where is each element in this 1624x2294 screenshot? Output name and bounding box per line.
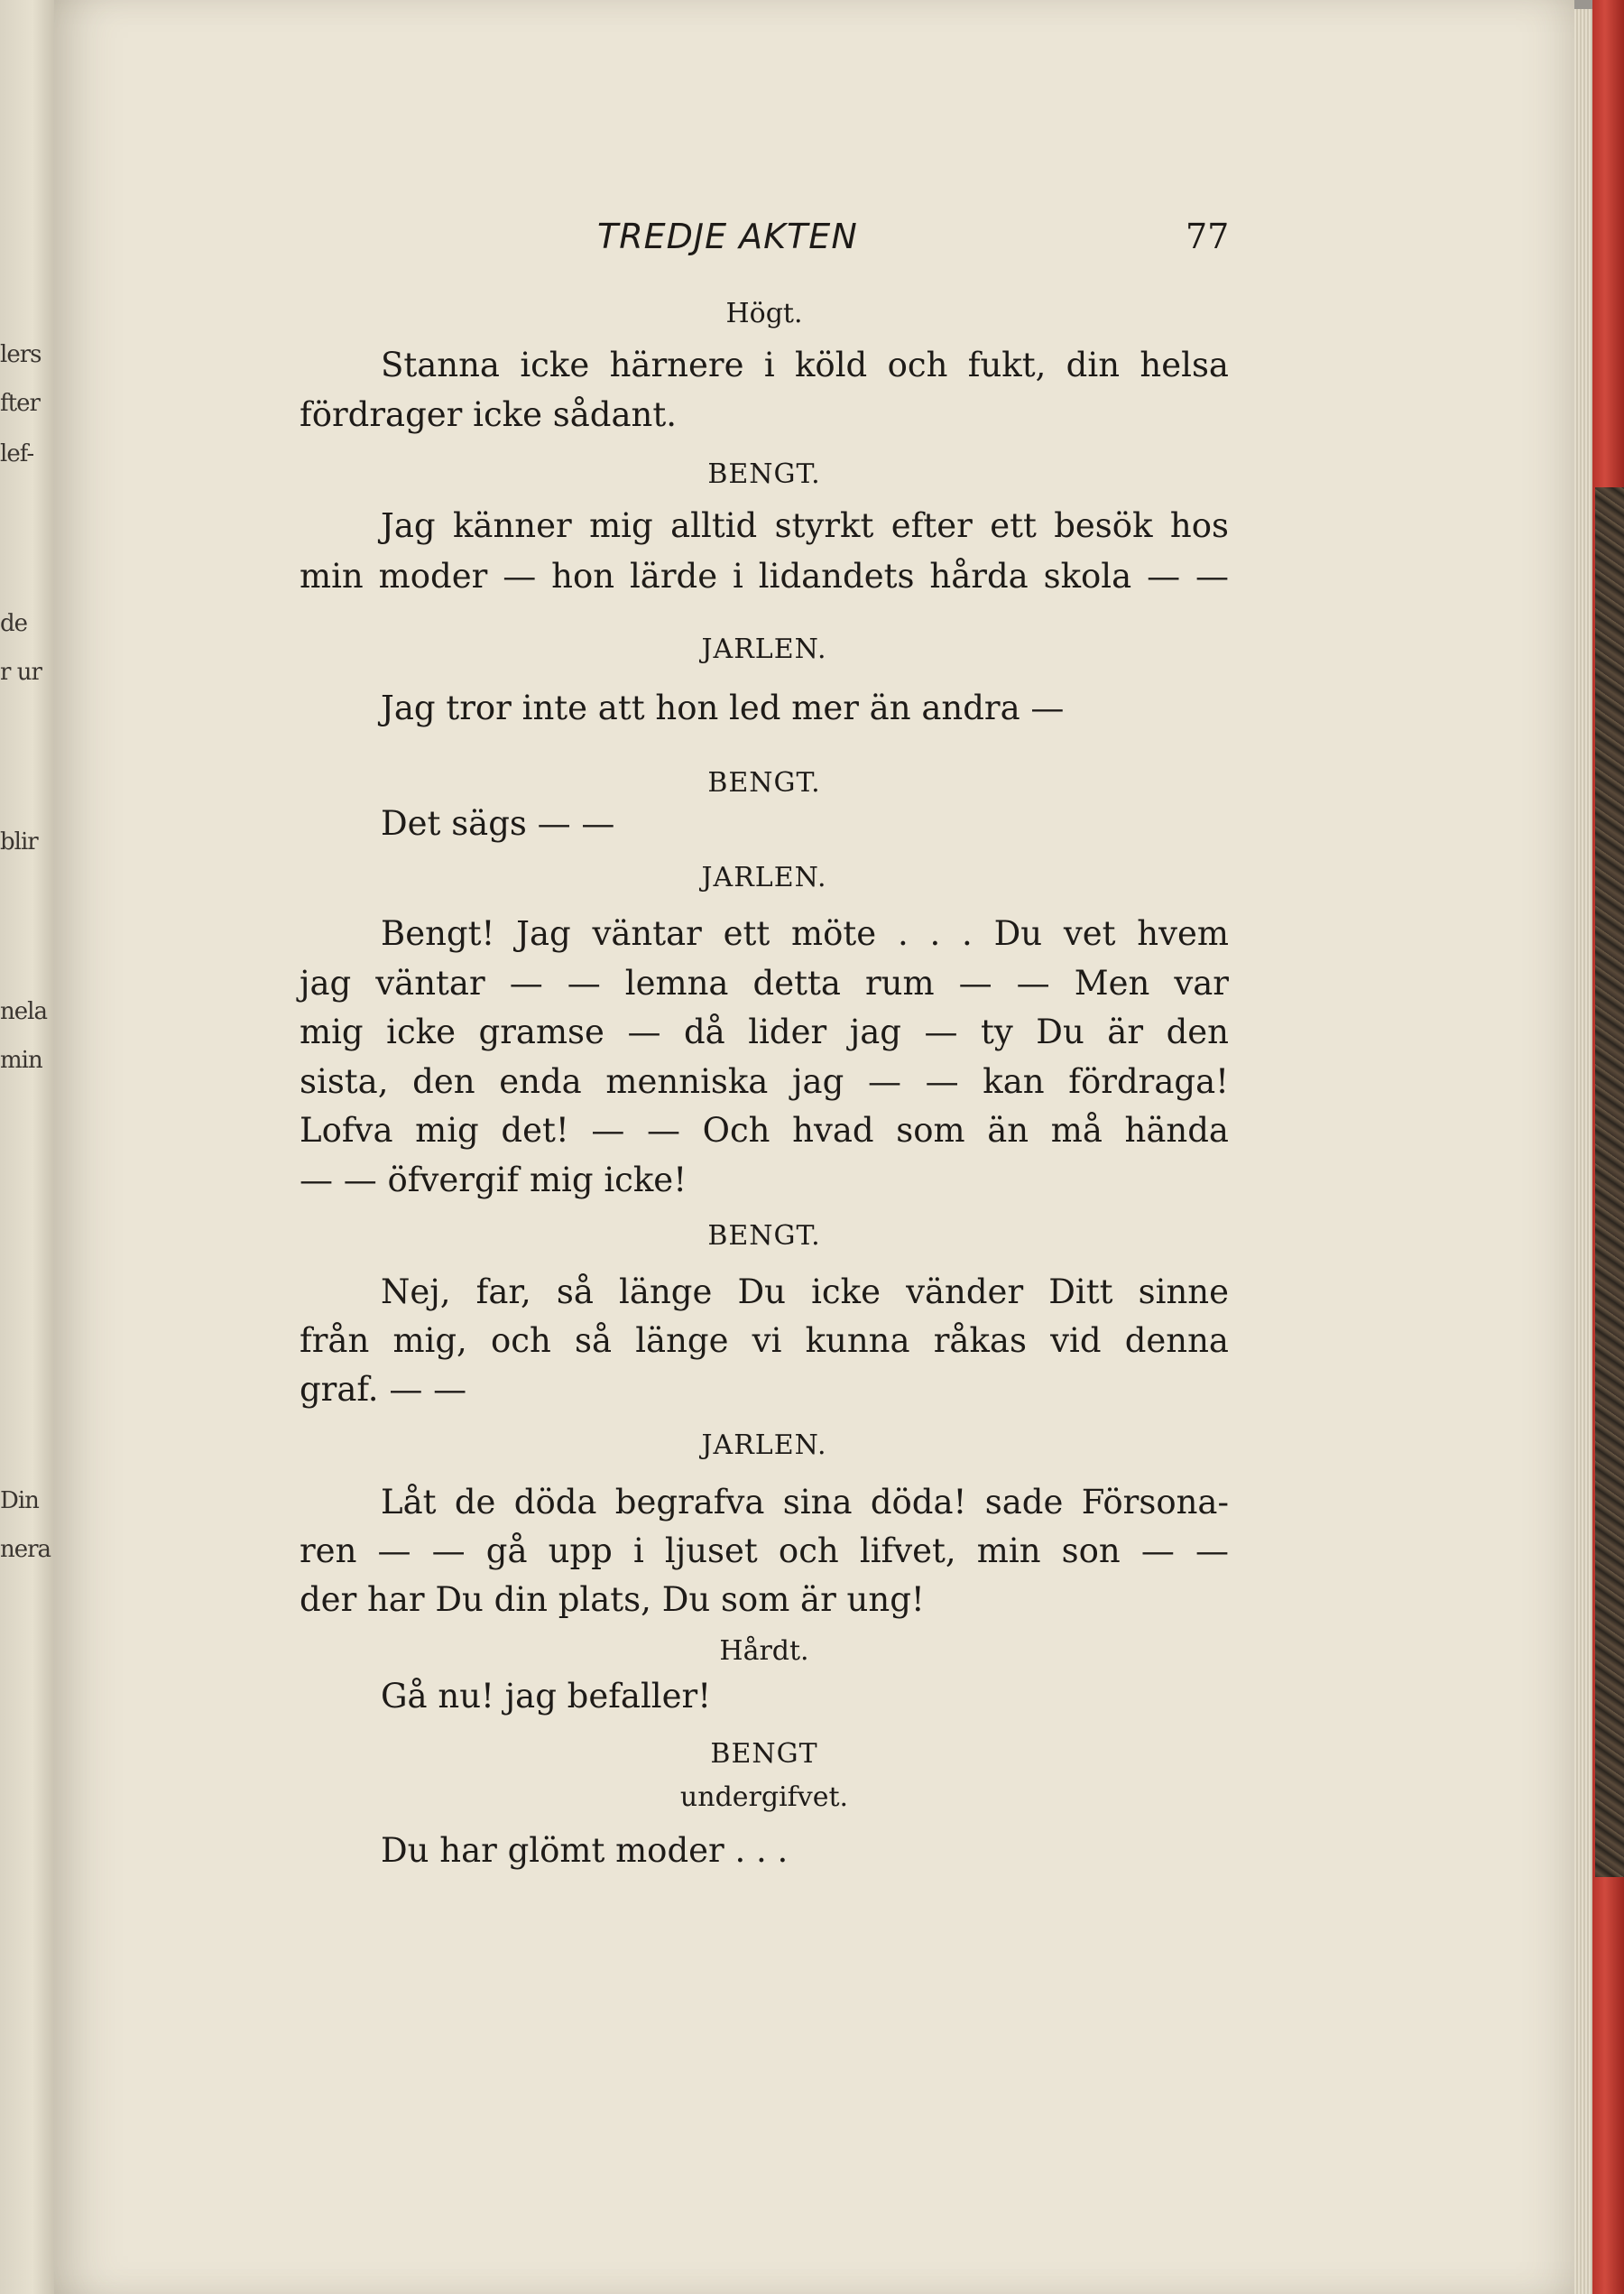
text-line: Jag tror inte att hon led mer än andra —	[381, 689, 1065, 727]
text-line: Nej, far, så länge Du icke vänder Ditt sinne	[381, 1272, 1229, 1311]
marbled-endpaper	[1595, 487, 1624, 1877]
text-line: graf. — —	[300, 1370, 467, 1409]
facing-page-fragment: nela	[0, 998, 47, 1025]
facing-page-fragment: nera	[0, 1536, 51, 1563]
speaker-name: BENGT	[710, 1738, 818, 1770]
page-number: 77	[1186, 217, 1230, 256]
text-line: — — öfvergif mig icke!	[300, 1161, 687, 1199]
running-title: TREDJE AKTEN	[597, 217, 858, 256]
facing-page-fragment: r ur	[0, 659, 42, 686]
speaker-name: JARLEN.	[701, 862, 827, 893]
facing-page-fragment: lef-	[0, 440, 34, 467]
text-line: Du har glömt moder . . .	[381, 1831, 789, 1870]
text-line: Låt de döda begrafva sina döda! sade Försona-	[381, 1483, 1229, 1522]
page-stack-edge	[1574, 9, 1592, 2294]
text-line: ren — — gå upp i ljuset och lifvet, min son — —	[300, 1531, 1229, 1570]
stage-direction: undergifvet.	[679, 1781, 849, 1813]
text-line: fördrager icke sådant.	[300, 395, 678, 434]
text-line: Bengt! Jag väntar ett möte . . . Du vet hvem	[381, 914, 1229, 953]
text-line: Det sägs — —	[381, 804, 615, 843]
stage-direction: Hårdt.	[719, 1635, 809, 1667]
text-line: mig icke gramse — då lider jag — ty Du är den	[300, 1013, 1229, 1051]
facing-page-fragment: fter	[0, 390, 40, 417]
text-line: Gå nu! jag befaller!	[381, 1677, 712, 1716]
text-line: Stanna icke härnere i köld och fukt, din helsa	[381, 346, 1229, 384]
facing-page-fragment: Din	[0, 1487, 39, 1514]
text-line: sista, den enda menniska jag — — kan fördraga!	[300, 1062, 1229, 1101]
text-line: från mig, och så länge vi kunna råkas vid denna	[300, 1321, 1229, 1360]
text-line: Lofva mig det! — — Och hvad som än må hända	[300, 1111, 1229, 1150]
speaker-name: BENGT.	[707, 1220, 821, 1252]
text-line: Jag känner mig alltid styrkt efter ett besök hos	[381, 506, 1229, 545]
speaker-name: JARLEN.	[701, 634, 827, 665]
text-line: jag väntar — — lemna detta rum — — Men var	[300, 964, 1229, 1003]
book-page	[54, 0, 1574, 2294]
text-line: min moder — hon lärde i lidandets hårda skola — —	[300, 557, 1229, 596]
text-line: der har Du din plats, Du som är ung!	[300, 1580, 925, 1619]
speaker-name: JARLEN.	[701, 1429, 827, 1461]
facing-page-fragment: min	[0, 1047, 42, 1074]
speaker-name: BENGT.	[707, 767, 821, 799]
facing-page-fragment: de	[0, 610, 28, 637]
facing-page-fragment: lers	[0, 341, 42, 368]
speaker-name: BENGT.	[707, 458, 821, 490]
facing-page-fragment: blir	[0, 828, 38, 856]
stage-direction: Högt.	[725, 298, 803, 329]
